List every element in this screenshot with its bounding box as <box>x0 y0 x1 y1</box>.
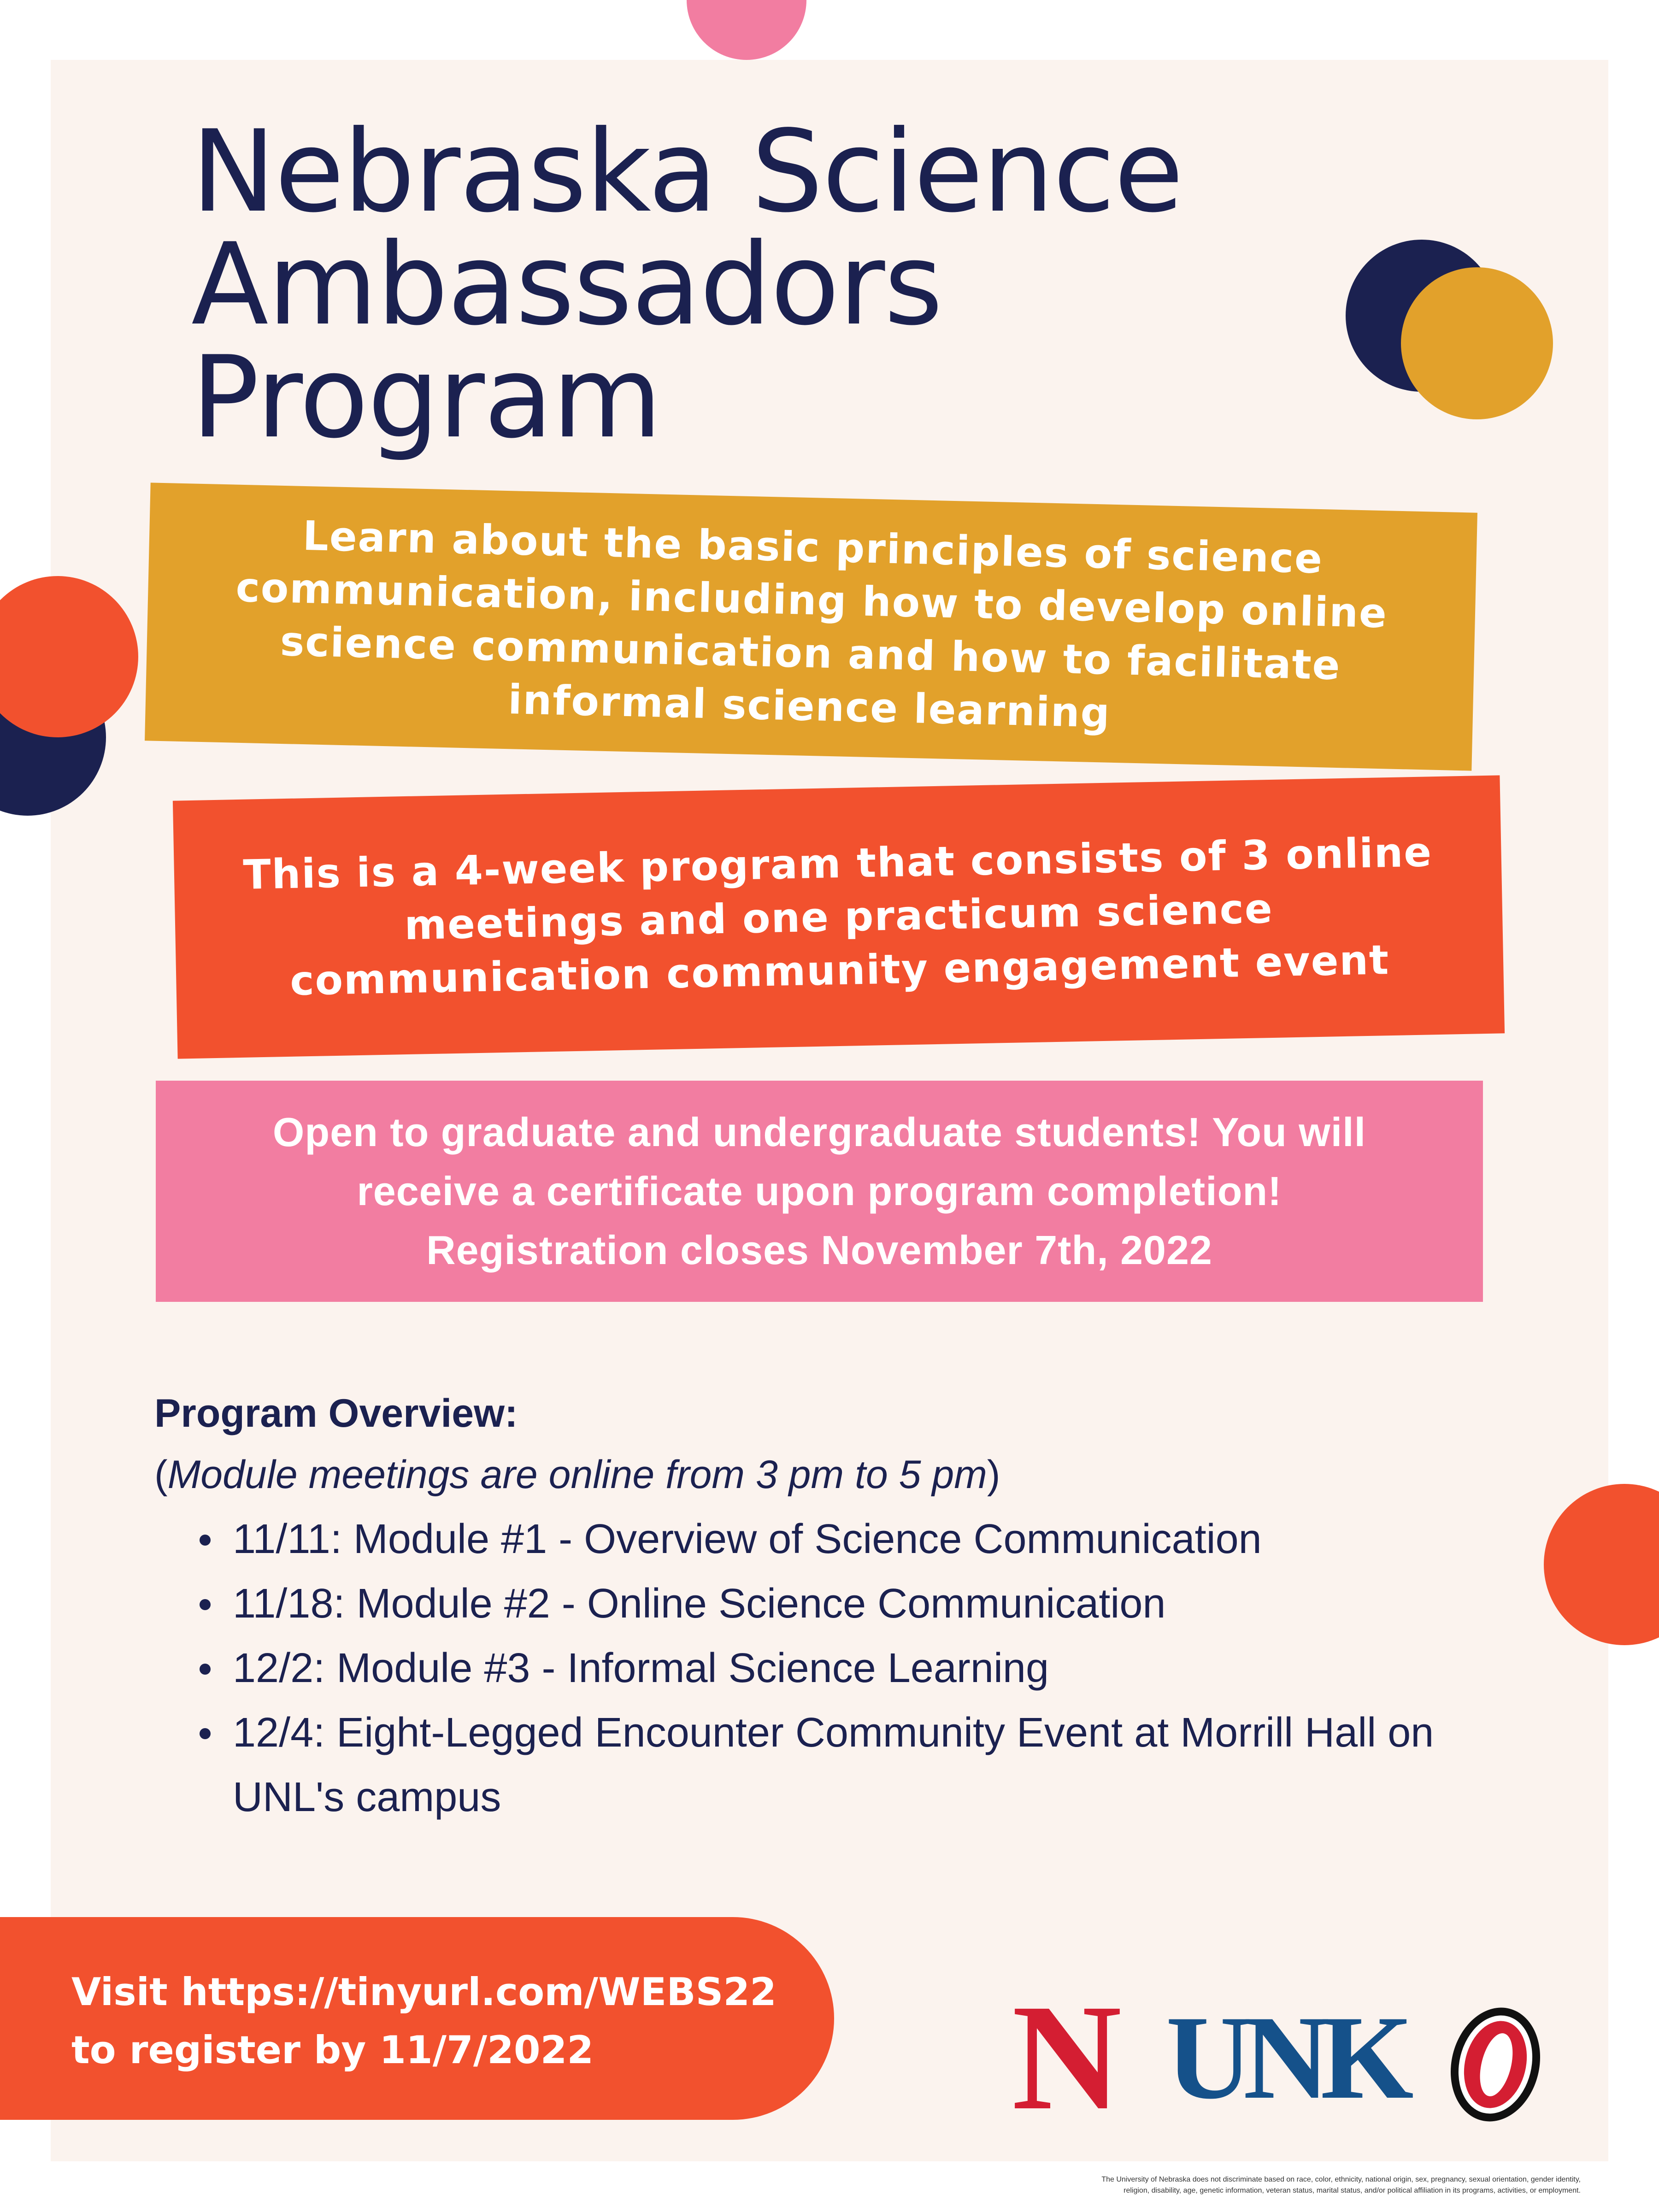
overview-list <box>154 1507 1537 1830</box>
learn-banner <box>145 482 1477 771</box>
gold-dot-right <box>1401 267 1553 419</box>
page-title <box>191 106 1389 463</box>
program-banner-line: communication community engagement event <box>289 936 1390 1005</box>
open-banner-line: Open to graduate and undergraduate students! You will <box>272 1109 1366 1155</box>
learn-banner-line: communication, including how to develop online <box>235 563 1388 637</box>
note-paren-open: ( <box>154 1453 168 1497</box>
note-paren-close: ) <box>987 1453 1000 1497</box>
list-item: 11/18: Module #2 - Online Science Communication <box>233 1571 1537 1636</box>
list-item: 11/11: Module #1 - Overview of Science Communication <box>233 1507 1537 1571</box>
register-callout <box>0 1917 834 2120</box>
uno-logo <box>1426 1995 1565 2134</box>
title-line: Program <box>191 332 661 463</box>
open-banner <box>156 1081 1483 1302</box>
unl-logo: N <box>1012 1973 1122 2141</box>
list-item: 12/2: Module #3 - Informal Science Learning <box>233 1636 1537 1700</box>
register-link-text[interactable]: Visit https://tinyurl.com/WEBS22 <box>71 1970 777 2014</box>
nondiscrimination-disclaimer <box>691 2174 1581 2196</box>
program-banner-line: This is a 4-week program that consists of 3 online <box>242 828 1433 899</box>
unk-logo: UNK <box>1166 1991 1405 2124</box>
learn-banner-line: science communication and how to facilitate <box>279 617 1341 689</box>
learn-banner-line: Learn about the basic principles of science <box>302 512 1324 583</box>
overview-heading: Program Overview: <box>154 1391 518 1435</box>
open-banner-line: receive a certificate upon program completion! <box>357 1168 1282 1214</box>
open-banner-line: Registration closes November 7th, 2022 <box>426 1227 1212 1273</box>
title-line: Nebraska Science <box>191 106 1183 237</box>
overview-note <box>154 1442 1537 1507</box>
register-deadline-text: to register by 11/7/2022 <box>71 2028 594 2072</box>
list-item: 12/4: Eight-Legged Encounter Community Event at Morrill Hall on UNL's campus <box>233 1700 1523 1830</box>
pink-dot-top <box>687 0 806 60</box>
note-text: Module meetings are online from 3 pm to 5 pm <box>167 1453 987 1497</box>
learn-banner-line: informal science learning <box>507 676 1111 737</box>
disclaimer-line: religion, disability, age, genetic information, veteran status, marital status, and/or political affiliation in its programs, activities, or employment. <box>1124 2187 1581 2194</box>
program-overview <box>154 1385 1537 1830</box>
disclaimer-line: The University of Nebraska does not discriminate based on race, color, ethnicity, national origin, sex, pregnancy, sexual orientation, gender identity, <box>1101 2176 1581 2183</box>
program-banner <box>173 775 1505 1059</box>
program-banner-line: meetings and one practicum science <box>404 884 1274 949</box>
title-line: Ambassadors <box>191 219 942 350</box>
